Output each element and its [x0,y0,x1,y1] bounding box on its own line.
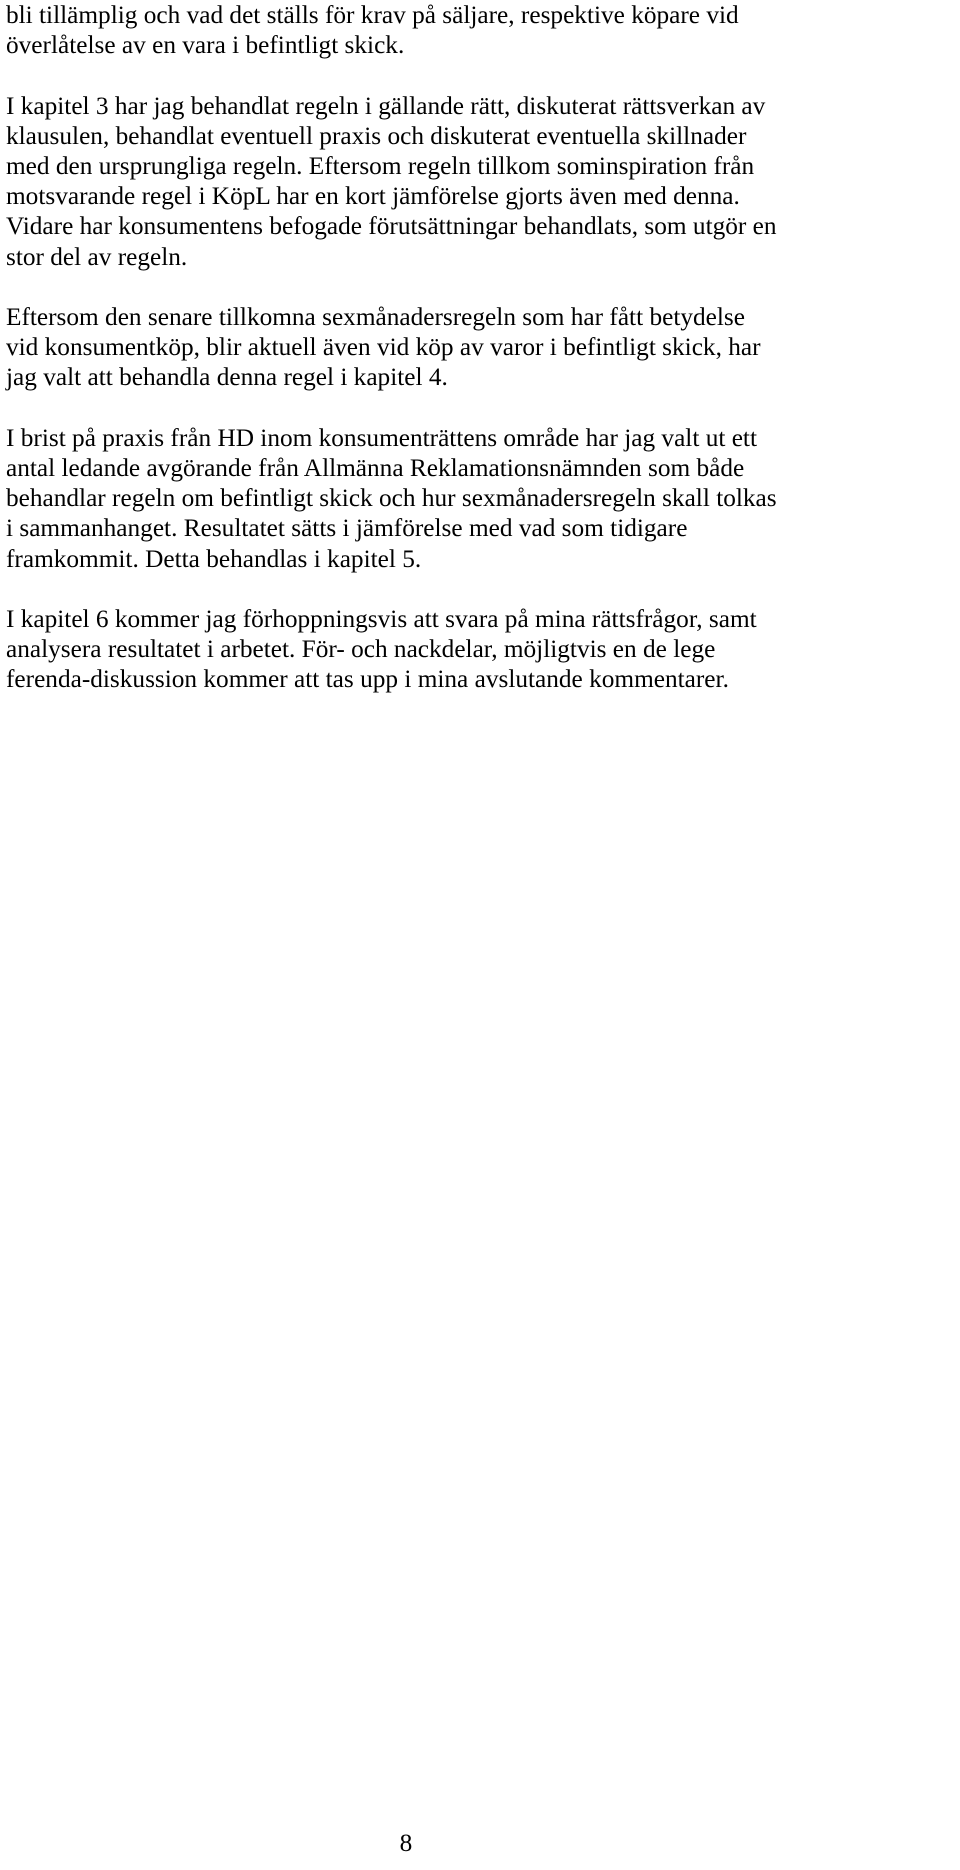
page-number: 8 [399,1829,413,1857]
text-line: framkommit. Detta behandlas i kapitel 5. [6,544,422,573]
text-line: motsvarande regel i KöpL har en kort jämförelse gjorts även med denna. [6,182,740,211]
text-line: stor del av regeln. [6,242,188,271]
text-line: Vidare har konsumentens befogade förutsättningar behandlats, som utgör en [6,212,777,241]
text-line: I brist på praxis från HD inom konsumenträttens område har jag valt ut ett [6,423,757,452]
text-line: analysera resultatet i arbetet. För- och nackdelar, möjligtvis en de lege [6,635,716,664]
text-line: överlåtelse av en vara i befintligt skick. [6,31,405,60]
text-line: ferenda-diskussion kommer att tas upp i mina avslutande kommentarer. [6,665,729,694]
text-line: klausulen, behandlat eventuell praxis och diskuterat eventuella skillnader [6,121,747,150]
text-line: jag valt att behandla denna regel i kapitel 4. [6,363,448,392]
paragraph-2 [6,91,956,272]
page-number-footer [0,1828,960,1858]
paragraph-4 [6,423,956,574]
text-line: I kapitel 6 kommer jag förhoppningsvis att svara på mina rättsfrågor, samt [6,605,757,633]
paragraph-5 [6,604,956,695]
text-line: behandlar regeln om befintligt skick och hur sexmånadersregeln skall tolkas [6,484,777,513]
text-line: bli tillämplig och vad det ställs för krav på säljare, respektive köpare vid [6,1,739,29]
text-line: med den ursprungliga regeln. Eftersom regeln tillkom sominspiration från [6,152,755,180]
paragraph-3 [6,302,956,393]
text-line: i sammanhanget. Resultatet sätts i jämförelse med vad som tidigare [6,514,688,543]
text-line: Eftersom den senare tillkomna sexmånadersregeln som har fått betydelse [6,303,745,331]
paragraph-1 [6,0,956,60]
text-line: vid konsumentköp, blir aktuell även vid köp av varor i befintligt skick, har [6,333,761,362]
text-line: I kapitel 3 har jag behandlat regeln i gällande rätt, diskuterat rättsverkan av [6,91,766,120]
text-line: antal ledande avgörande från Allmänna Reklamationsnämnden som både [6,454,745,482]
document-body [6,0,956,695]
